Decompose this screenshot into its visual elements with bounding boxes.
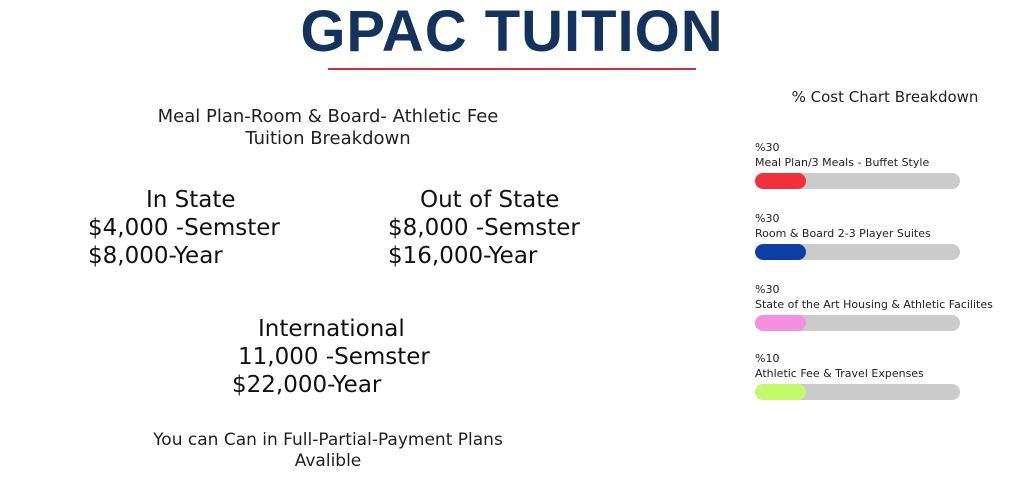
out-of-state-semester: $8,000 -Semster	[388, 215, 580, 241]
cost-bar-percent: %30	[755, 212, 780, 225]
international-label: International	[258, 316, 405, 342]
page-title: GPAC TUITION	[300, 0, 724, 64]
cost-bar-fill	[755, 173, 806, 189]
cost-bar-percent: %30	[755, 283, 780, 296]
cost-bar-percent: %10	[755, 352, 780, 365]
cost-bar-track	[755, 173, 960, 189]
international-semester: 11,000 -Semster	[238, 344, 430, 370]
cost-bar-percent: %30	[755, 141, 780, 154]
out-of-state-label: Out of State	[420, 187, 560, 213]
cost-bar-item	[755, 283, 1015, 331]
cost-bar-item	[755, 352, 1015, 400]
international-year: $22,000-Year	[232, 372, 382, 398]
cost-bar-fill	[755, 244, 806, 260]
payment-plans-note	[103, 430, 553, 472]
cost-bar-item	[755, 141, 1015, 189]
cost-bar-label: Meal Plan/3 Meals - Buffet Style	[755, 156, 930, 169]
out-of-state-year: $16,000-Year	[388, 243, 538, 269]
cost-bar-fill	[755, 384, 806, 400]
payment-line-1: You can Can in Full-Partial-Payment Plans	[153, 430, 503, 450]
international-block	[232, 315, 472, 399]
title-divider	[328, 68, 696, 70]
cost-bar-track	[755, 384, 960, 400]
cost-chart-title: % Cost Chart Breakdown	[791, 88, 979, 106]
in-state-block	[88, 186, 318, 270]
cost-bar-fill	[755, 315, 806, 331]
cost-bar-label: Room & Board 2-3 Player Suites	[755, 227, 931, 240]
out-of-state-block	[388, 186, 628, 270]
cost-bar-label: State of the Art Housing & Athletic Facilites	[755, 298, 993, 311]
in-state-semester: $4,000 -Semster	[88, 215, 280, 241]
cost-bar-label: Athletic Fee & Travel Expenses	[755, 367, 924, 380]
cost-bar-track	[755, 244, 960, 260]
in-state-year: $8,000-Year	[88, 243, 223, 269]
intro-line-1: Meal Plan-Room & Board- Athletic Fee	[157, 106, 499, 127]
in-state-label: In State	[146, 187, 236, 213]
cost-bar-item	[755, 212, 1015, 260]
payment-line-2: Avalible	[294, 451, 362, 471]
intro-line-2: Tuition Breakdown	[245, 128, 411, 149]
cost-bar-track	[755, 315, 960, 331]
